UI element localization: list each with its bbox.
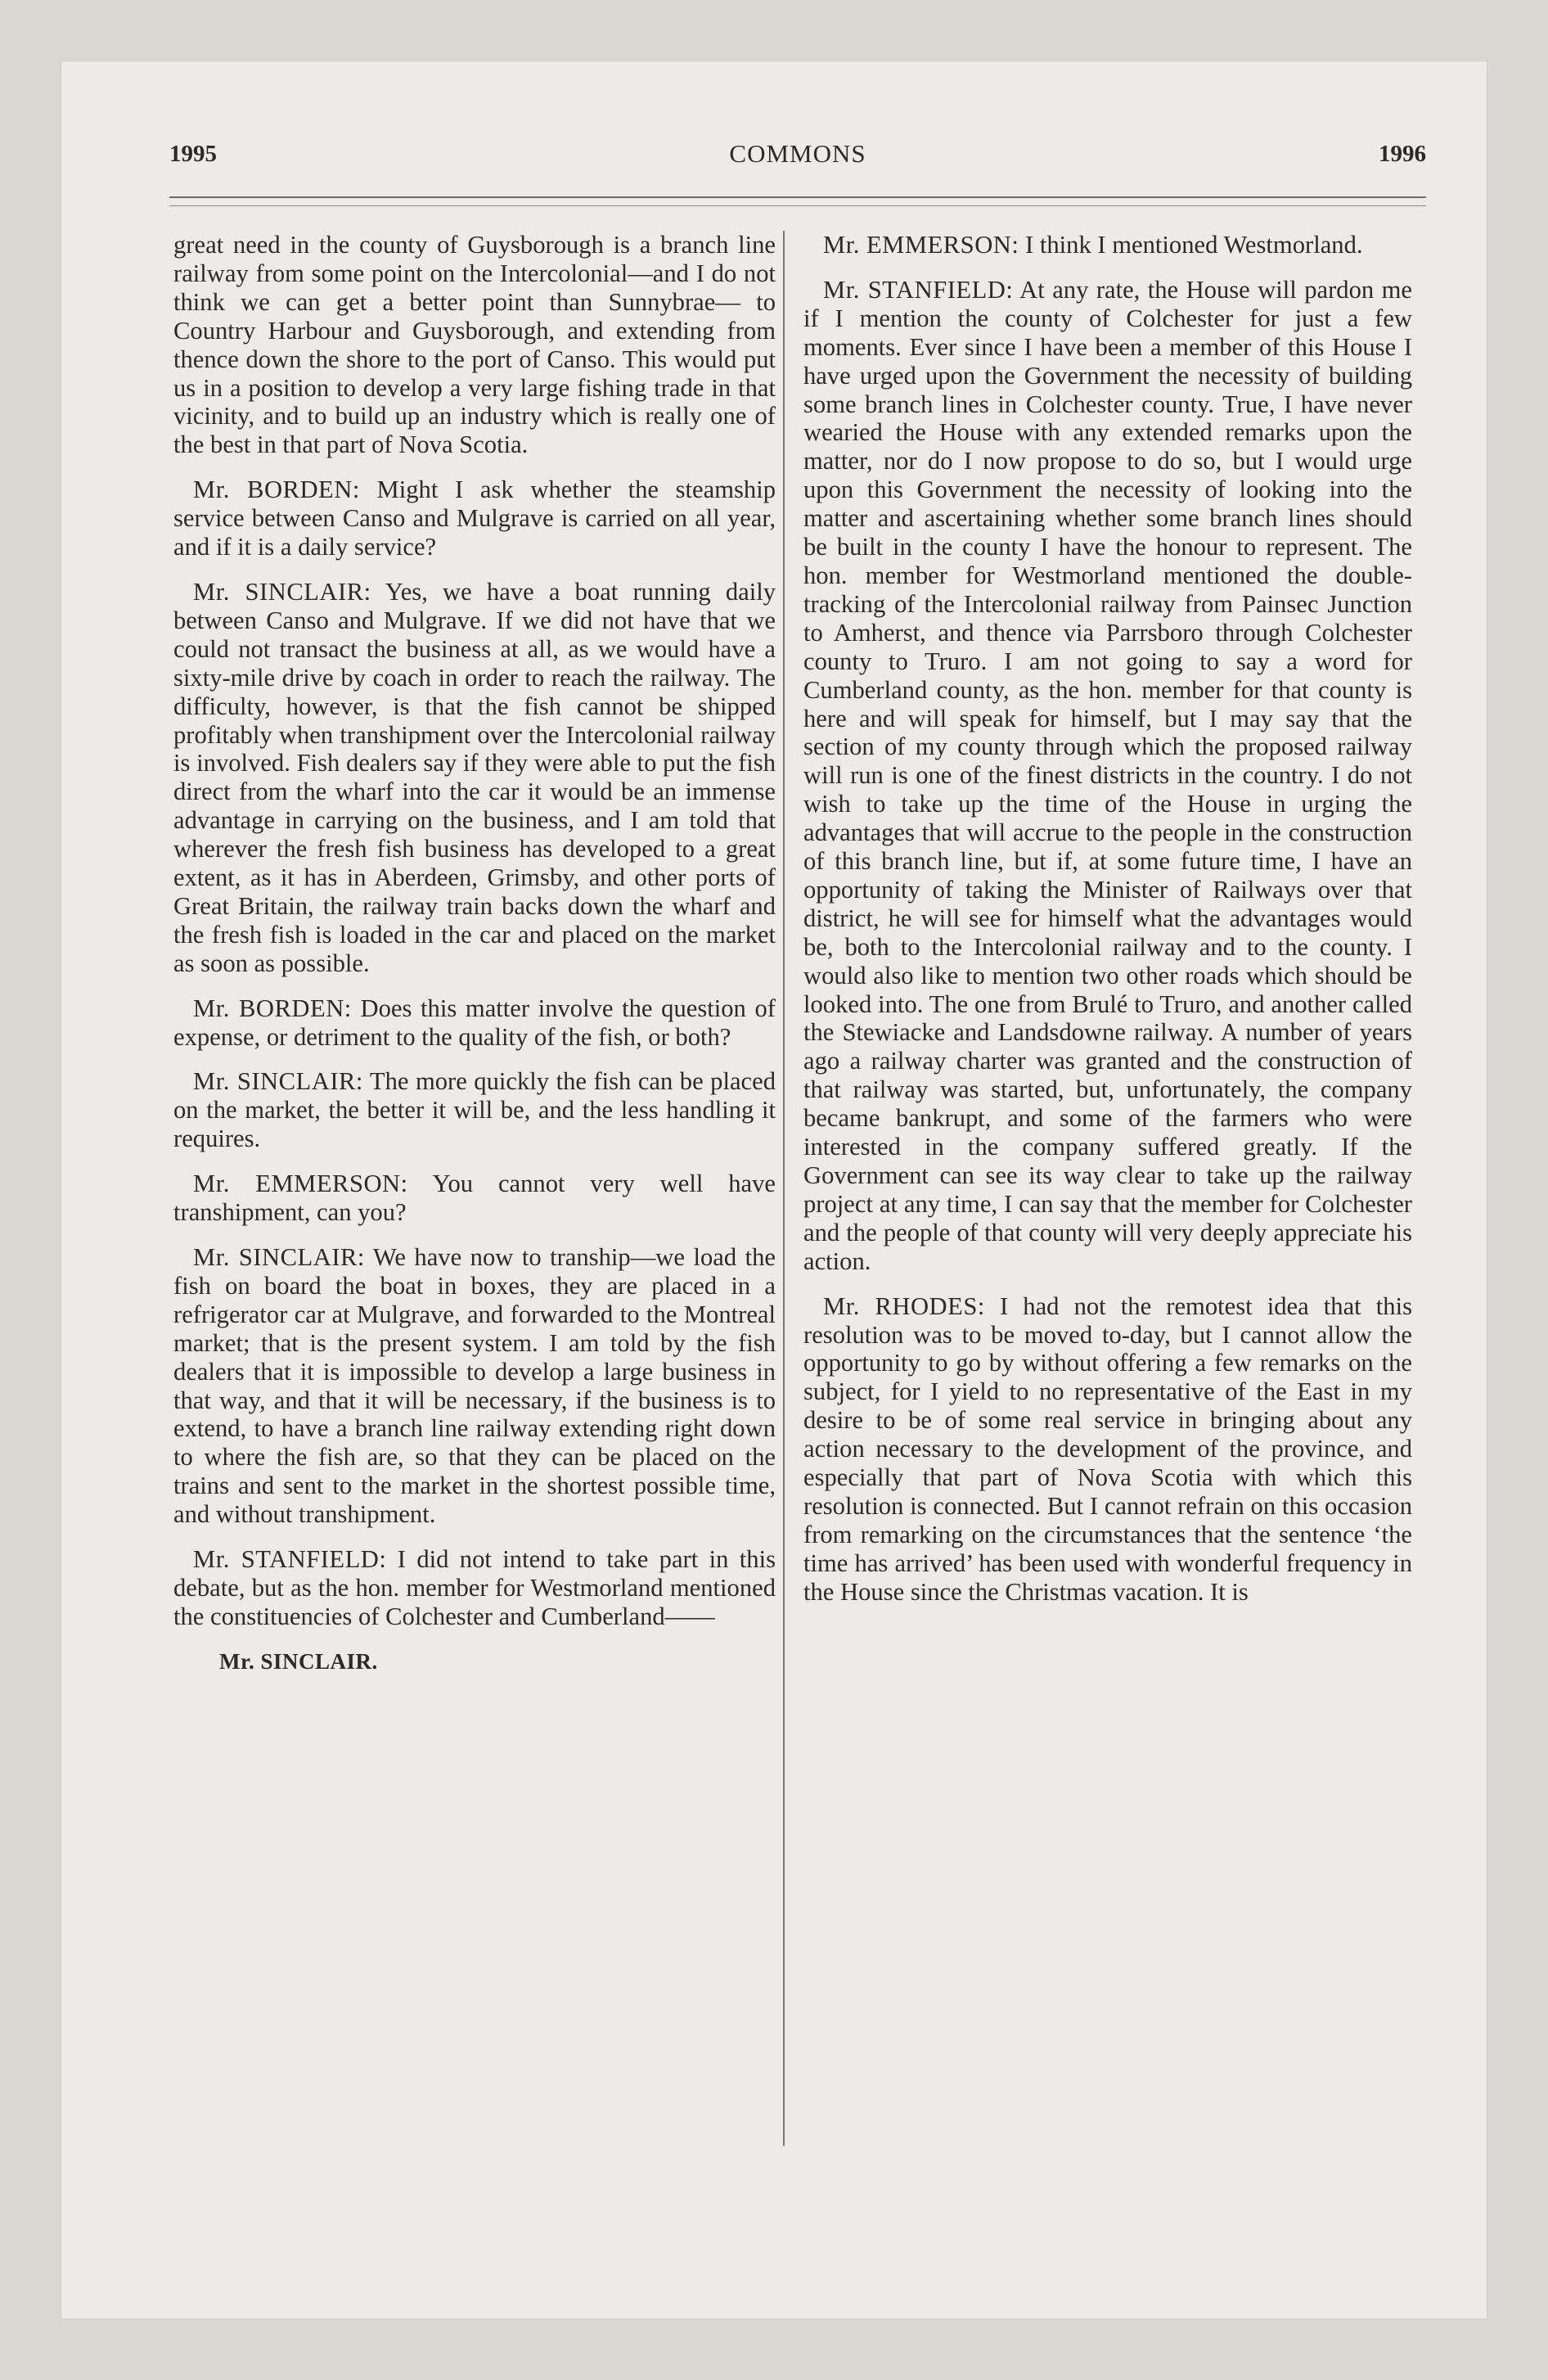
- speaker-signature: Mr. SINCLAIR.: [219, 1648, 378, 1674]
- speech-text: I had not the remotest idea that this resolution was to be moved to-day, but I cannot allow the opportunity to go by without offering a few remarks on the subject, for I yield to no representative of the East in my desire to be of some real service in bringing about any action necessary to the development of the province, and especially that part of Nova Scotia with which this resolution is connected. But I cannot refrain on this occasion from remarking on the circumstances that the sentence ‘the time has arrived’ has been used with wonderful frequency in the House since the Christmas vacation. It is: [803, 1291, 1413, 1606]
- speech-text: I did not intend to take part in this debate, but as the hon. member for Westmorland mentioned the constituencies of Colchester and Cumberland——: [173, 1545, 776, 1630]
- speaker-name: Mr. SINCLAIR:: [193, 1067, 363, 1096]
- speaker-name: Mr. EMMERSON:: [193, 1170, 408, 1198]
- header-rule-top: [169, 196, 1426, 198]
- speech-paragraph: [173, 1545, 776, 1631]
- speaker-name: Mr. SINCLAIR:: [193, 577, 371, 606]
- right-column: [803, 231, 1412, 1623]
- speech-text: Yes, we have a boat running daily between Canso and Mulgrave. If we did not have that we could not transact the business at all, as we would have a sixty-mile drive by coach in order to reach the railway. The difficulty, however, is that the fish cannot be shipped profitably when transhipment over the Intercolonial railway is involved. Fish dealers say if they were able to put the fish direct from the wharf into the car it would be an immense advantage in carrying on the business, and I am told that wherever the fresh fish business has developed to a great extent, as it has in Aberdeen, Grimsby, and other ports of Great Britain, the railway train backs down the wharf and the fresh fish is loaded in the car and placed on the market as soon as possible.: [173, 577, 776, 977]
- speech-paragraph: [173, 1170, 776, 1227]
- column-divider: [783, 231, 785, 2146]
- page-title: COMMONS: [729, 139, 866, 168]
- speech-text: Might I ask whether the steamship service between Canso and Mulgrave is carried on all year, and if it is a daily service?: [173, 476, 776, 561]
- page-header: [169, 137, 1426, 170]
- paragraph-continuation: great need in the county of Guysborough is a branch line railway from some point on the Intercolonial—and I do not think we can get a better point than Sunnybrae— to Country Harbour and Guysborough, and extending from thence down the shore to the port of Canso. This would put us in a position to develop a very large fishing trade in that vicinity, and to build up an industry which is really one of the best in that part of Nova Scotia.: [173, 231, 776, 459]
- speech-paragraph: [173, 476, 776, 561]
- speech-text: Does this matter involve the question of expense, or detriment to the quality of the fish, or both?: [173, 994, 776, 1051]
- speech-paragraph: [173, 1243, 776, 1529]
- left-column: [173, 231, 776, 1676]
- speaker-name: Mr. BORDEN:: [193, 476, 360, 504]
- speaker-name: Mr. SINCLAIR:: [193, 1243, 365, 1271]
- page-number-left: 1995: [169, 141, 217, 167]
- speech-paragraph: [173, 994, 776, 1052]
- speech-paragraph: [803, 1292, 1412, 1607]
- speech-paragraph: [803, 231, 1412, 259]
- speech-paragraph: [803, 276, 1412, 1276]
- speech-text: At any rate, the House will pardon me if I mention the county of Colchester for just a few moments. Ever since I have been a member of this House I have urged upon the Government the necessity of building some branch lines in Colchester county. True, I have never wearied the House with any extended remarks upon the matter, nor do I now propose to do so, but I would urge upon this Government the necessity of looking into the matter and ascertaining whether some branch lines should be built in the county I have the honour to represent. The hon. member for Westmorland mentioned the double-tracking of the Intercolonial railway from Painsec Junction to Amherst, and thence via Parrsboro through Colchester county to Truro. I am not going to say a word for Cumberland county, as the hon. member for that county is here and will speak for himself, but I may say that the section of my county through which the proposed railway will run is one of the finest districts in the country. I do not wish to take up the time of the House in urging the advantages that will accrue to the people in the construction of this branch line, but if, at some future time, I have an opportunity of taking the Minister of Railways over that district, he will see for himself what the advantages would be, both to the Intercolonial railway and to the county. I would also like to mention two other roads which should be looked into. The one from Brulé to Truro, and another called the Stewiacke and Landsdowne railway. A number of years ago a railway charter was granted and the construction of that railway was started, but, unfortunately, the company became bankrupt, and some of the farmers who were interested in the company suffered greatly. If the Government can see its way clear to take up the railway project at any time, I can say that the member for Colchester and the people of that county will very deeply appreciate his action.: [803, 275, 1412, 1275]
- speech-text: I think I mentioned Westmorland.: [1025, 231, 1363, 259]
- header-rule-bottom: [169, 205, 1426, 206]
- speaker-name: Mr. BORDEN:: [193, 994, 352, 1022]
- speaker-name: Mr. RHODES:: [823, 1291, 985, 1320]
- page-number-right: 1996: [1379, 141, 1426, 167]
- speech-paragraph: [173, 1067, 776, 1153]
- speech-paragraph: [173, 578, 776, 978]
- speech-text: The more quickly the fish can be placed on the market, the better it will be, and the less handling it requires.: [173, 1067, 776, 1153]
- speech-text: You cannot very well have transhipment, can you?: [173, 1170, 776, 1227]
- speaker-name: Mr. STANFIELD:: [823, 275, 1014, 304]
- speaker-name: Mr. EMMERSON:: [823, 231, 1019, 259]
- speaker-name: Mr. STANFIELD:: [193, 1545, 387, 1574]
- speech-text: We have now to tranship—we load the fish on board the boat in boxes, they are placed in a refrigerator car at Mulgrave, and forwarded to the Montreal market; that is the present system. I am told by the fish dealers that it is impossible to develop a large business in that way, and that it will be necessary, if the business is to extend, to have a branch line railway extending right down to where the fish are, so that they can be placed on the trains and sent to the market in the shortest possible time, and without transhipment.: [173, 1243, 776, 1529]
